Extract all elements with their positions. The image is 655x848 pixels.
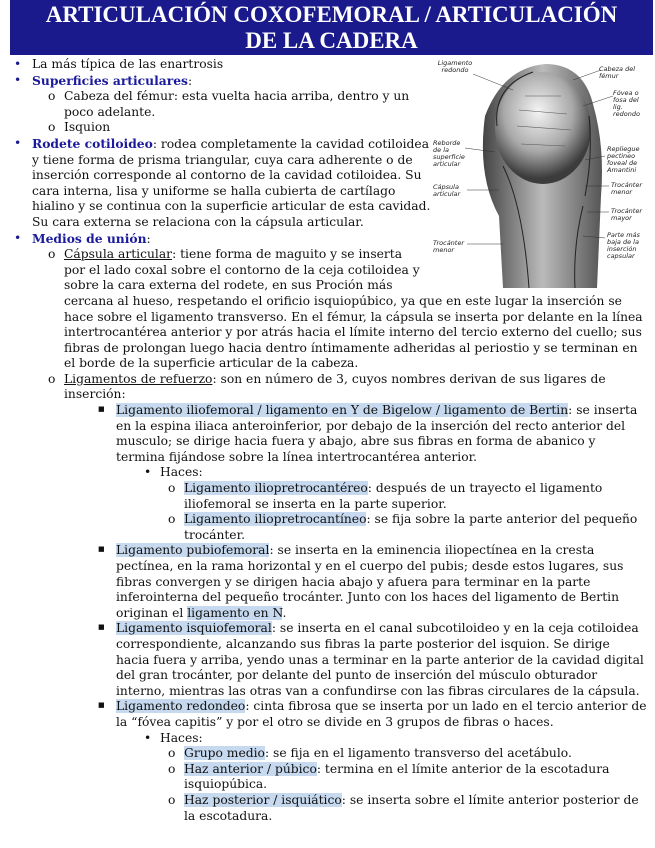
item-text: : <box>146 231 151 246</box>
item-text: : se inserta en la espina iliaca anteroinferior, por debajo de la inserción del recto anterior del musculo; se dirige hacia fuera y abajo, abre sus fibras en forma de abanico y termina fijándose sobre la línea intertrocantérea anterior. <box>116 403 638 464</box>
item-text: : rodea completamente la cavidad cotiloidea y tiene forma de prisma triangular, cuya cara adherente o de inserción corresponde al contorno de la cavidad cotiloidea. Su cara interna, lisa y uniforme se halla cubierta de cartílago hialino y se continua con la superficie articular de esta cavidad. Su cara externa se relaciona con la cápsula articular. <box>32 136 431 229</box>
list-item <box>12 465 647 481</box>
item-text: Haces: <box>160 465 203 480</box>
ligament-title: Haz anterior / púbico <box>184 761 317 776</box>
ligament-title: Grupo medio <box>184 746 265 761</box>
item-text: : después de un trayecto el ligamento iliofemoral se inserta en la parte superior. <box>184 481 603 511</box>
label-cabeza-femur: Cabeza del fémur <box>599 65 636 80</box>
item-text: La más típica de las enartrosis <box>32 57 224 71</box>
item-text: : tiene forma de maguito y se inserta por el lado coxal sobre el contorno de la ceja cotiloidea y sobre la cara externa del rodete, en sus Proción más <box>64 247 420 293</box>
label-fovea: Fóvea o fosa del lig. redondo <box>613 89 640 118</box>
list-item <box>12 247 422 294</box>
page-title-line-1: ARTICULACIÓN COXOFEMORAL / ARTICULACIÓN <box>45 2 618 27</box>
list-item <box>12 481 647 512</box>
section-title: Superficies articulares <box>32 72 188 88</box>
title-banner <box>10 0 653 55</box>
list-item <box>12 543 647 621</box>
item-text: : cinta fibrosa que se inserta por un lado en el tercio anterior de la “fóvea capitis” y por el otro se divide en 3 grupos de fibras o haces. <box>116 699 647 729</box>
item-text: : termina en el límite anterior de la escotadura isquiopúbica. <box>184 761 610 792</box>
document-body <box>12 57 647 824</box>
item-text: Haces: <box>160 730 203 745</box>
item-text: : se fija en el ligamento transverso del acetábulo. <box>264 746 572 761</box>
label-trocanter-menor: Trocánter menor <box>433 239 465 254</box>
list-item <box>12 372 647 403</box>
item-text: Cabeza del fémur: esta vuelta hacia arriba, dentro y un poco adelante. <box>64 89 410 119</box>
item-text: Isquion <box>64 120 111 135</box>
ligament-title: Ligamento iliofemoral / ligamento en Y de Bigelow / ligamento de Bertin <box>116 403 569 418</box>
item-text: : se inserta en la eminencia iliopectínea en la cresta pectínea, en la rama horizontal y en el cuerpo del pubis; desde estos lugares, sus fibras convergen y se dirigen hacia abajo y afuera para terminar en la parte inferointerna del pequeño trocánter. Junto con los haces del ligamento de Bertin originan el <box>116 543 624 620</box>
ligament-title: Ligamento redondeo <box>116 699 246 714</box>
list-item <box>12 57 432 73</box>
subsection-title: Ligamentos de refuerzo <box>64 371 213 386</box>
label-trocanter-menor-top: Trocánter menor <box>611 181 643 196</box>
page-title-line-2: DE LA CADERA <box>245 28 418 53</box>
label-repliegue: Repliegue pectineo foveal de Amantini <box>607 145 640 174</box>
list-item-continuation <box>12 294 647 372</box>
list-item <box>12 89 424 120</box>
item-text: cercana al hueso, respetando el orificio isquiopúbico, ya que en este lugar la inserción se hace sobre el ligamento transverso. En el fémur, la cápsula se inserta por delante en la línea intertrocantérea anterior y por atrás hacia el límite interno del tercio externo del cuello; sus fibras de prolongan luego hacia dentro íntimamente adheridas al periostio y se terminan en el borde de la superficie articular de la cabeza. <box>64 293 643 371</box>
label-rodete: Reborde de la superficie articular <box>433 139 465 168</box>
highlight-text: ligamento en N <box>187 605 283 620</box>
list-item <box>12 746 647 762</box>
list-item <box>12 699 647 730</box>
subsection-title: Cápsula articular <box>64 247 173 262</box>
label-trocanter-mayor: Trocánter mayor <box>611 207 643 222</box>
list-item <box>12 731 647 747</box>
item-text: : se inserta en el canal subcotiloideo y en la ceja cotiloidea correspondiente, alcanzando sus fibras la parte posterior del isquion. Se dirige hacia fuera y arriba, yendo unas a terminar en la parte anterior de la cavidad digital del gran trocánter, por delante del punto de inserción del músculo obturador interno, mientras las otras van a confundirse con las fibras circulares de la cápsula. <box>116 621 644 698</box>
label-ligamento-redondo: Ligamento redondo <box>437 59 473 74</box>
list-item <box>12 136 432 231</box>
list-item <box>12 73 432 90</box>
label-capsula: Cápsula articular <box>433 183 461 198</box>
label-insercion-capsular: Parte más baja de la inserción capsular <box>607 231 640 260</box>
item-text: : son en número de 3, cuyos nombres derivan de sus ligares de inserción: <box>64 371 606 402</box>
list-item <box>12 120 464 136</box>
ligament-title: Haz posterior / isquiático <box>184 792 342 807</box>
ligament-title: Ligamento iliopretrocantíneo <box>184 512 367 527</box>
item-text: : se fija sobre la parte anterior del pequeño trocánter. <box>184 512 638 542</box>
list-item <box>12 231 432 248</box>
item-text: : <box>187 73 193 88</box>
ligament-title: Ligamento iliopretrocantéreo <box>184 481 368 496</box>
section-title: Medios de unión <box>32 230 147 246</box>
list-item <box>12 793 647 824</box>
list-item <box>12 512 647 543</box>
list-item <box>12 403 647 465</box>
item-text: : se inserta sobre el límite anterior posterior de la escotadura. <box>184 792 639 823</box>
item-text: . <box>282 605 287 620</box>
list-item <box>12 762 647 793</box>
list-item <box>12 621 647 699</box>
section-title: Rodete cotiloideo <box>32 135 153 151</box>
ligament-title: Ligamento isquiofemoral <box>116 621 272 636</box>
ligament-title: Ligamento pubiofemoral <box>116 543 270 558</box>
